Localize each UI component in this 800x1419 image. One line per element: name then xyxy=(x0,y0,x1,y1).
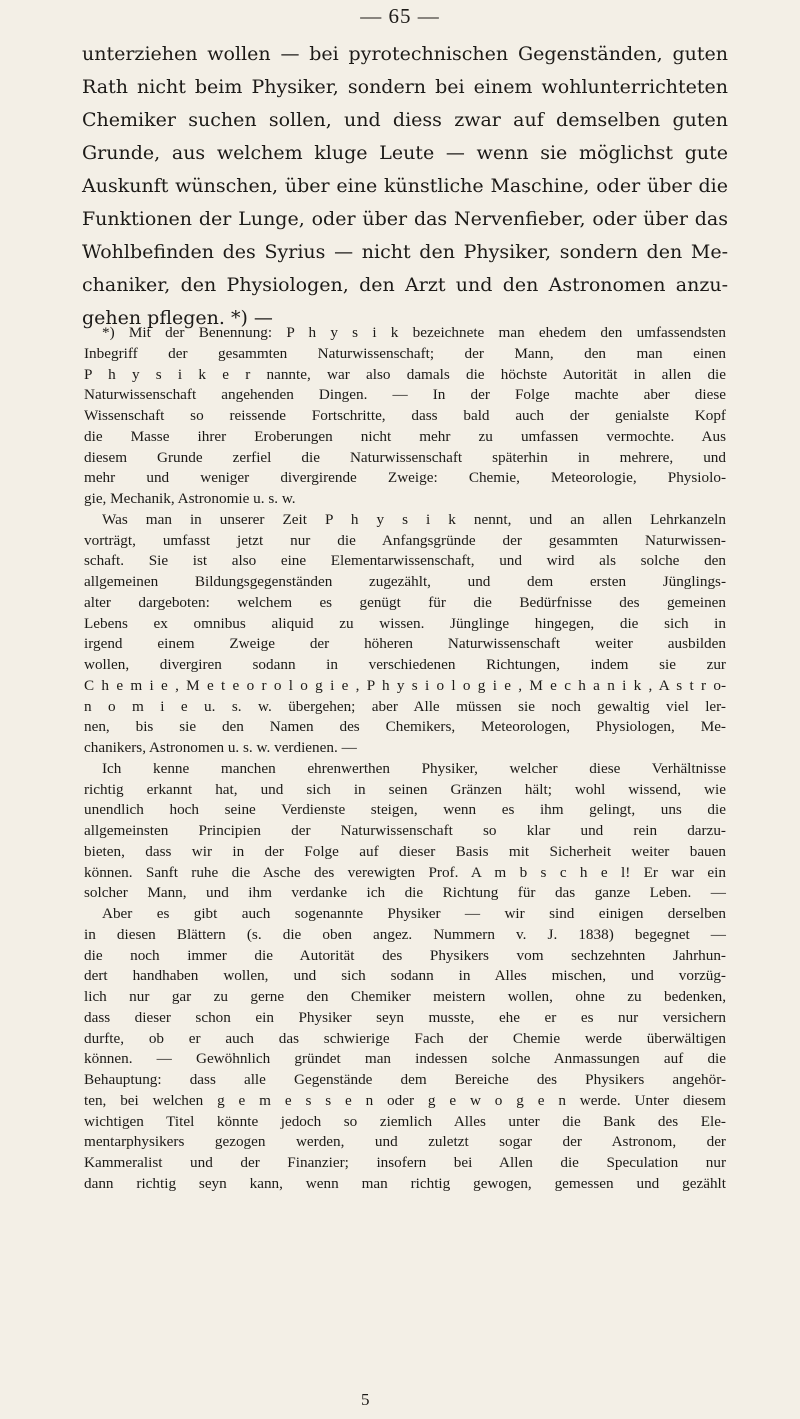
text-line: gehen pflegen. *) — xyxy=(82,307,273,329)
text-line: bieten, dass wir in der Folge auf dieser Basis mit Sicherheit weiter bauen xyxy=(84,842,726,860)
text-line: Kammeralist und der Finanzier; insofern bei Allen die Speculation nur xyxy=(84,1154,726,1171)
text-line: unterziehen wollen — bei pyrotechnischen Gegenständen, guten xyxy=(82,43,728,65)
text-line: mehr und weniger divergirende Zweige: Chemie, Meteorologie, Physiolo- xyxy=(84,469,726,487)
text-line: irgend einem Zweige der höheren Naturwissenschaft weiter ausbilden xyxy=(84,635,726,653)
text-line: dann richtig seyn kann, wenn man richtig gewogen, gemessen und gezählt xyxy=(84,1174,726,1192)
text-line: *) Mit der Benennung: P h y s i k bezeichnete man ehedem den umfassendsten xyxy=(102,324,726,341)
text-line: alter dargeboten: welchem es genügt für die Bedürfnisse des gemeinen xyxy=(84,593,726,611)
text-line: die Masse ihrer Eroberungen nicht mehr zu umfassen vermochte. Aus xyxy=(84,427,726,445)
text-line: Chemiker suchen sollen, und diess zwar auf demselben guten xyxy=(82,109,728,131)
text-line: Was man in unserer Zeit P h y s i k nennt, und an allen Lehrkanzeln xyxy=(102,510,726,528)
text-line: Aber es gibt auch sogenannte Physiker — wir sind einigen derselben xyxy=(102,905,726,922)
text-line: ten, bei welchen g e m e s s e n oder g e w o g e n werde. Unter diesem xyxy=(84,1091,726,1109)
text-line: Lebens ex omnibus aliquid zu wissen. Jünglinge hingegen, die sich in xyxy=(84,614,726,632)
text-line: Inbegriff der gesammten Naturwissenschaft; der Mann, den man einen xyxy=(84,344,726,362)
text-line: diesem Grunde zerfiel die Naturwissenschaft späterhin in mehrere, und xyxy=(84,448,726,466)
footnote xyxy=(84,323,726,1195)
text-line: durfte, ob er auch das schwierige Fach der Chemie werde überwältigen xyxy=(84,1029,726,1047)
text-line: nen, bis sie den Namen des Chemikers, Meteorologen, Physiologen, Me- xyxy=(84,718,726,736)
text-line: in diesen Blättern (s. die oben angez. Nummern v. J. 1838) begegnet — xyxy=(84,925,726,943)
text-line: chanikers, Astronomen u. s. w. verdienen. — xyxy=(84,739,357,756)
text-line: wichtigen Titel könnte jedoch so ziemlich Alles unter die Bank des Ele- xyxy=(84,1112,726,1130)
text-line: gie, Mechanik, Astronomie u. s. w. xyxy=(84,490,296,507)
text-line: unendlich hoch seine Verdienste steigen, wenn es ihm gelingt, uns die xyxy=(84,801,726,819)
text-line: Behauptung: dass alle Gegenstände dem Bereiche des Physikers angehör- xyxy=(84,1071,726,1088)
text-line: Wohlbefinden des Syrius — nicht den Physiker, sondern den Me- xyxy=(82,241,728,263)
text-line: solcher Mann, und ihm verdanke ich die Richtung für das ganze Leben. — xyxy=(84,884,726,902)
text-line: richtig erkannt hat, und sich in seinen Gränzen hält; wohl wissend, wie xyxy=(84,780,726,798)
text-line: Rath nicht beim Physiker, sondern bei einem wohlunterrichteten xyxy=(82,76,728,98)
text-line: schaft. Sie ist also eine Elementarwissenschaft, und wird als solche den xyxy=(84,552,726,570)
signature-mark: 5 xyxy=(361,1390,370,1409)
text-line: n o m i e u. s. w. übergehen; aber Alle müssen sie noch gewaltig viel ler- xyxy=(84,697,726,715)
text-line: Wissenschaft so reissende Fortschritte, dass bald auch der genialste Kopf xyxy=(84,407,726,424)
text-line: dass dieser schon ein Physiker seyn musste, ehe er es nur versichern xyxy=(84,1008,726,1026)
text-line: allgemeinen Bildungsgegenständen zugezählt, und dem ersten Jünglings- xyxy=(84,573,726,590)
text-line: lich nur gar zu gerne den Chemiker meistern wollen, ohne zu bedenken, xyxy=(84,988,726,1005)
text-line: Grunde, aus welchem kluge Leute — wenn sie möglichst gute xyxy=(82,142,728,164)
text-line: chaniker, den Physiologen, den Arzt und den Astronomen anzu- xyxy=(82,274,728,296)
text-line: können. — Gewöhnlich gründet man indessen solche Anmassungen auf die xyxy=(84,1050,726,1068)
text-line: können. Sanft ruhe die Asche des verewigten Prof. A m b s c h e l! Er war ein xyxy=(84,863,726,881)
text-line: die noch immer die Autorität des Physikers vom sechzehnten Jahrhun- xyxy=(84,946,726,964)
text-line: mentarphysikers gezogen werden, und zuletzt sogar der Astronom, der xyxy=(84,1133,726,1151)
text-line: Naturwissenschaft angehenden Dingen. — In der Folge machte aber diese xyxy=(84,386,726,404)
text-line: C h e m i e , M e t e o r o l o g i e , P h y s i o l o g i e , M e c h a n i k , A s t r o- xyxy=(84,676,726,694)
text-line: Auskunft wünschen, über eine künstliche Maschine, oder über die xyxy=(82,175,728,197)
main-paragraph xyxy=(82,38,728,335)
page-number: — 65 — xyxy=(360,4,440,28)
text-line: wollen, divergiren sodann in verschiedenen Richtungen, indem sie zur xyxy=(84,656,726,673)
text-line: P h y s i k e r nannte, war also damals die höchste Autorität in allen die xyxy=(84,365,726,383)
text-line: allgemeinsten Principien der Naturwissenschaft so klar und rein darzu- xyxy=(84,822,726,839)
text-line: dert handhaben wollen, und sich sodann in Alles mischen, und vorzüg- xyxy=(84,967,726,985)
text-line: Ich kenne manchen ehrenwerthen Physiker, welcher diese Verhältnisse xyxy=(102,759,726,777)
text-line: Funktionen der Lunge, oder über das Nervenfieber, oder über das xyxy=(82,208,728,230)
text-line: vorträgt, umfasst jetzt nur die Anfangsgründe der gesammten Naturwissen- xyxy=(84,531,726,549)
